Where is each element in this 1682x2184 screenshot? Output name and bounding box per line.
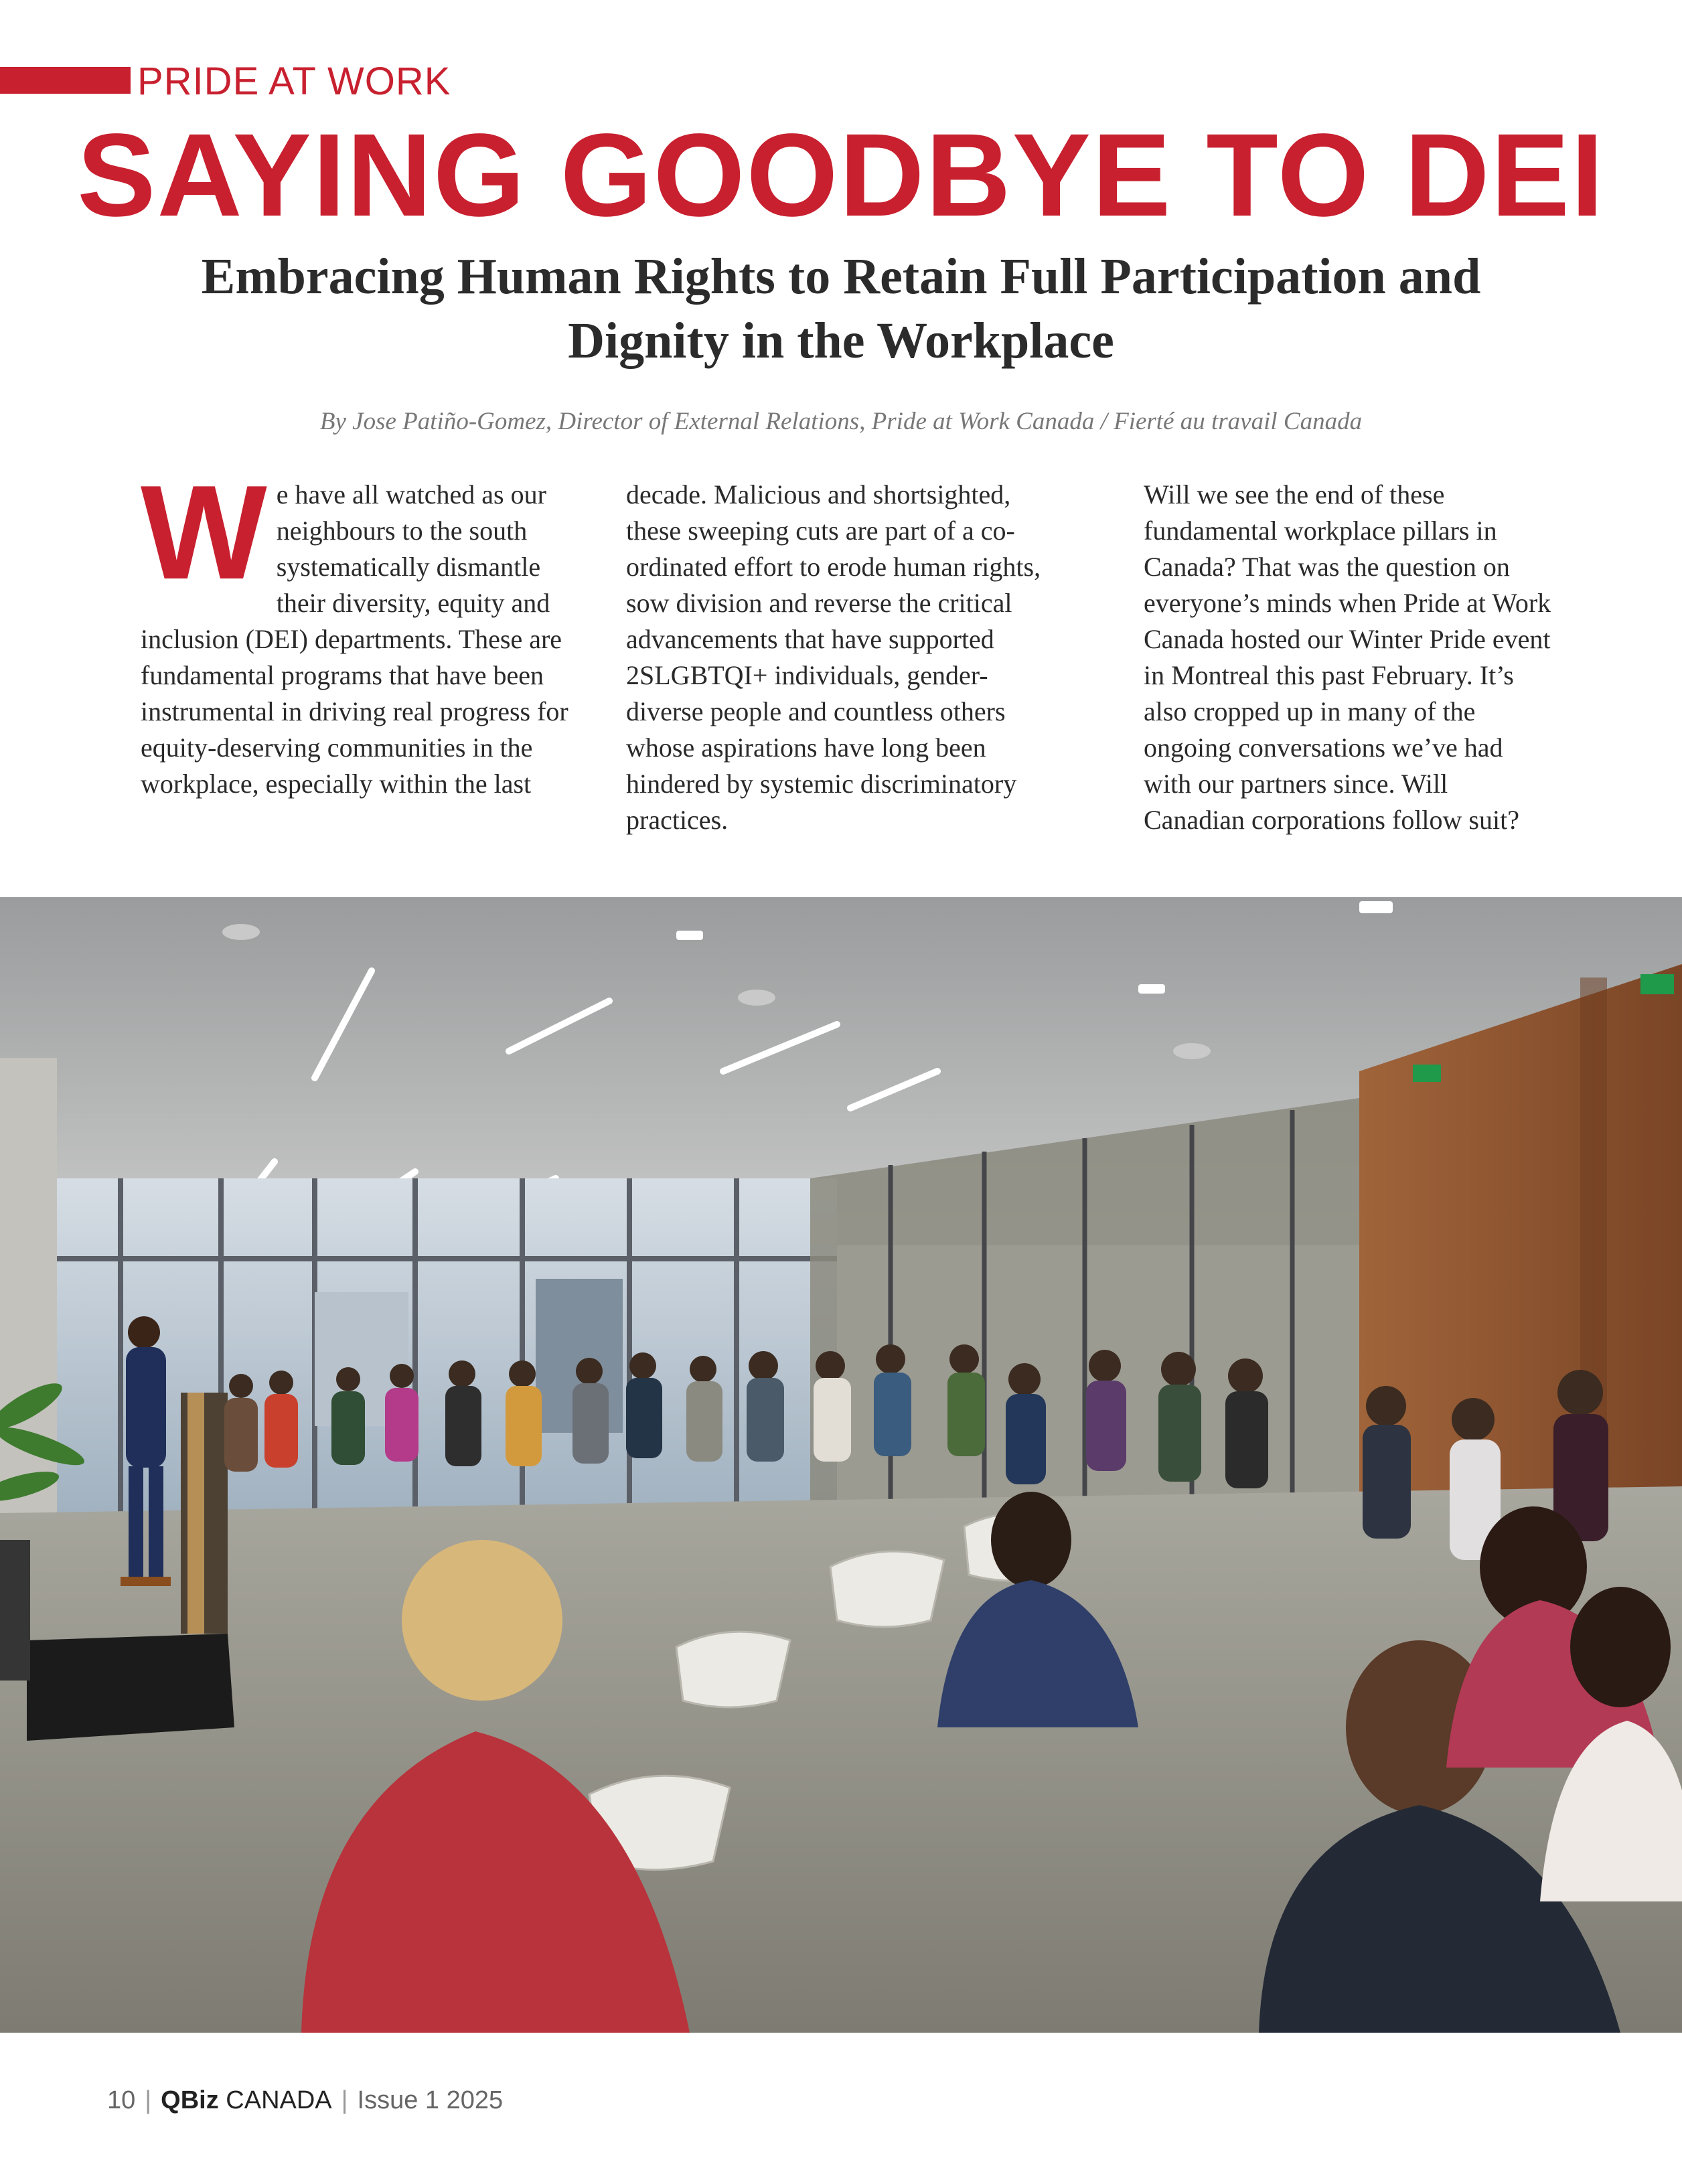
- section-bar: [0, 67, 131, 94]
- event-photo: [0, 897, 1682, 2033]
- drop-cap: W: [141, 458, 267, 607]
- magazine-brand: QBiz: [161, 2086, 219, 2114]
- body-column-2: [626, 477, 1055, 838]
- section-label: PRIDE AT WORK: [137, 60, 451, 103]
- article-subtitle: Embracing Human Rights to Retain Full Participation and Dignity in the Workplace: [201, 248, 1481, 369]
- page-footer: [107, 2086, 503, 2115]
- body-text-2: decade. Malicious and shortsighted, these sweeping cuts are part of a co-ordinated effort to erode human rights, sow division and reverse the critical advancements that have supported 2SLGBTQI+ individuals, gender-diverse people and countless others whose aspirations have long been hindered by systemic discriminatory practices.: [626, 479, 1041, 835]
- footer-divider-2: |: [341, 2086, 348, 2114]
- body-text-3: Will we see the end of these fundamental workplace pillars in Canada? That was the question on everyone’s minds when Pride at Work Canada hosted our Winter Pride event in Montreal this past February. It’s also cropped up in many of the ongoing conversations we’ve had with our partners since. Will Canadian corporations follow suit?: [1144, 479, 1551, 835]
- body-text-1: e have all watched as our neighbours to the south systematically dismantle their diversity, equity and inclusion (DEI) departments. These are fundamental programs that have been instrumental in driving real progress for equity-deserving communities in the workplace, especially within the last: [141, 479, 568, 799]
- issue-label: Issue 1 2025: [357, 2086, 504, 2114]
- article-title: SAYING GOODBYE TO DEI: [77, 110, 1605, 241]
- byline: By Jose Patiño-Gomez, Director of External Relations, Pride at Work Canada / Fierté au travail Canada: [319, 408, 1363, 435]
- body-column-1: [141, 458, 569, 802]
- magazine-brand-suffix: CANADA: [226, 2086, 332, 2114]
- page-number: 10: [107, 2086, 136, 2114]
- body-column-3: [1110, 477, 1552, 838]
- footer-divider: |: [145, 2086, 152, 2114]
